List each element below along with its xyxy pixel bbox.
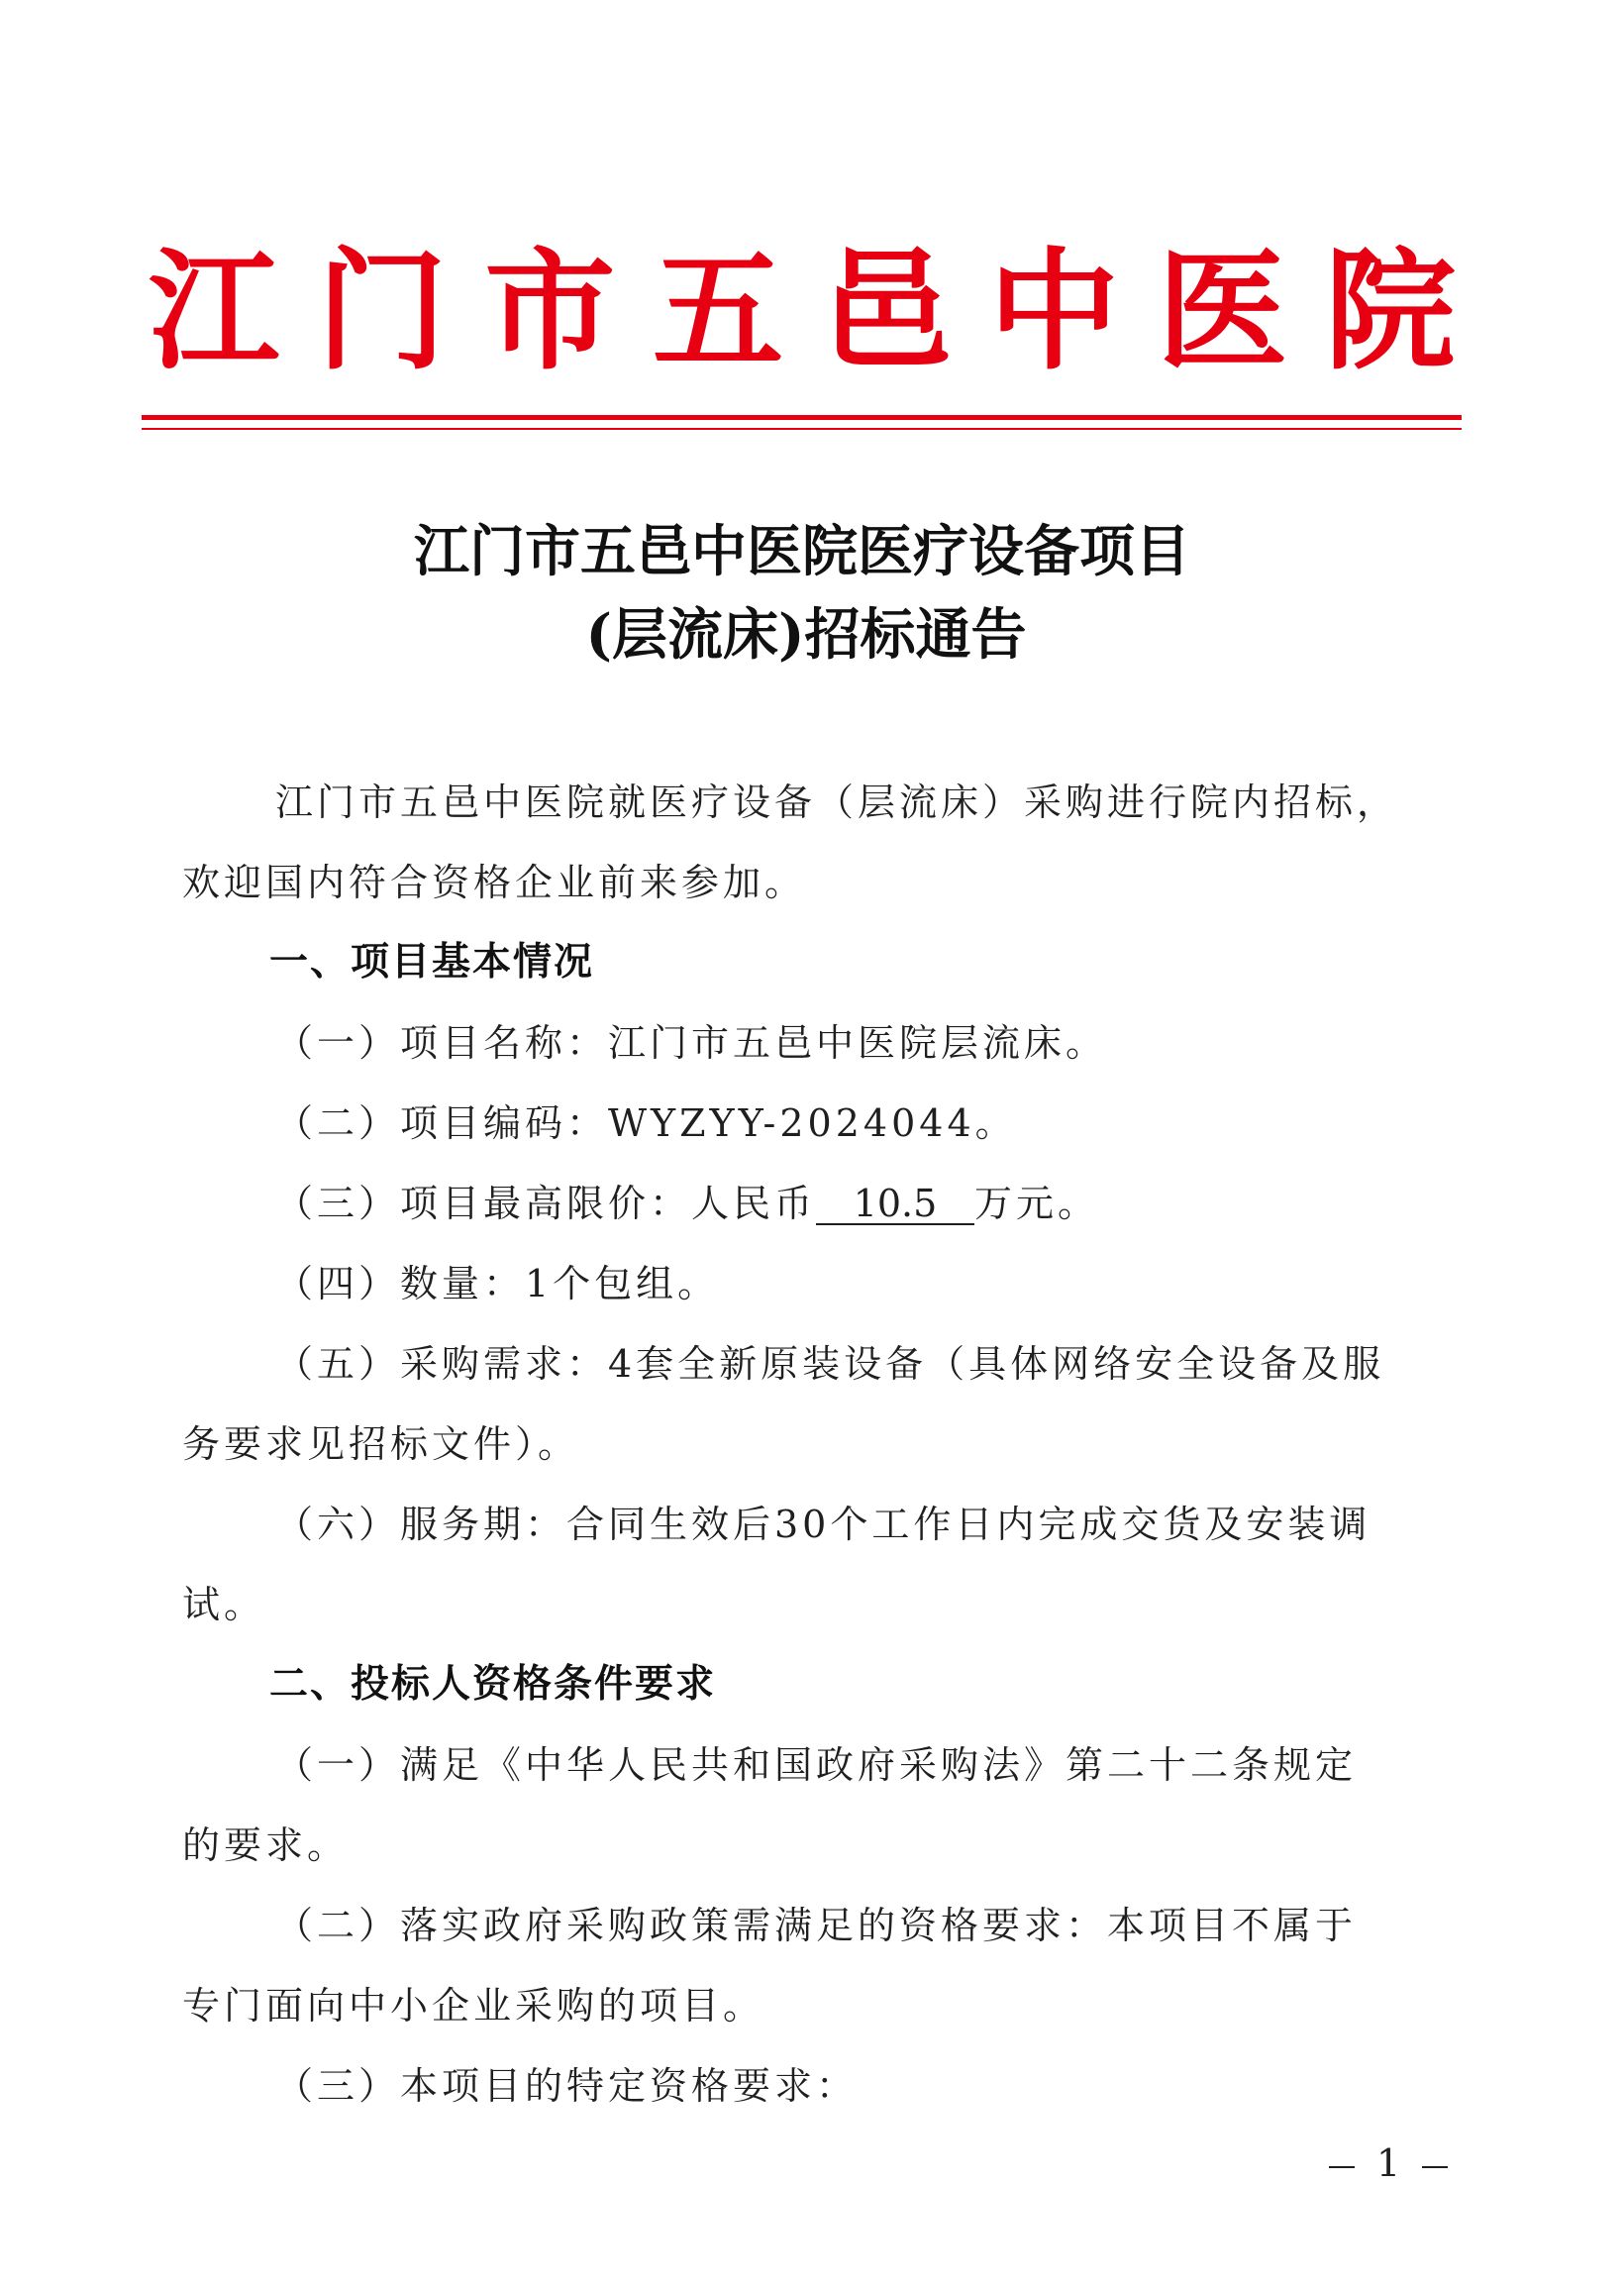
org-char: 医 [1157,236,1288,388]
qualification-2-line-1: （二）落实政府采购政策需满足的资格要求：本项目不属于 [275,1904,1358,1947]
item-service-period-line-2: 试。 [182,1583,266,1626]
org-char: 市 [484,236,616,388]
org-letterhead [149,228,1456,396]
header-rule-thin [142,428,1462,430]
price-limit-unit: 万元。 [974,1182,1100,1225]
page-number-dash-right [1422,2166,1448,2168]
page-number [1307,2139,1470,2187]
document-title-line-1: 江门市五邑中医院医疗设备项目 [414,519,1190,584]
item-requirements-line-2: 务要求见招标文件）。 [182,1422,580,1466]
org-char: 邑 [820,236,952,388]
item-project-code: （二）项目编码：WYZYY-2024044。 [275,1101,1017,1145]
org-char: 门 [316,236,448,388]
org-char: 五 [653,236,784,388]
price-limit-label: （三）项目最高限价：人民币 [275,1182,817,1225]
document-title-line-2: (层流床)招标通告 [585,602,1027,668]
item-quantity: （四）数量：1个包组。 [275,1262,720,1305]
qualification-1-line-2: 的要求。 [182,1823,350,1867]
intro-line-2: 欢迎国内符合资格企业前来参加。 [182,861,807,904]
page-number-value: 1 [1376,2141,1401,2185]
section-heading-2: 二、投标人资格条件要求 [269,1662,717,1707]
item-requirements-line-1: （五）采购需求：4套全新原装设备（具体网络安全设备及服 [275,1342,1385,1386]
price-limit-value: 10.5 [816,1184,974,1225]
item-service-period-line-1: （六）服务期：合同生效后30个工作日内完成交货及安装调 [275,1503,1371,1546]
org-char: 中 [988,236,1120,388]
intro-line-1: 江门市五邑中医院就医疗设备（层流床）采购进行院内招标， [275,780,1399,824]
org-char: 院 [1324,236,1456,388]
section-heading-1: 一、项目基本情况 [269,940,595,985]
item-price-limit [275,1180,1099,1227]
page-number-dash-left [1329,2166,1355,2168]
item-project-name: （一）项目名称：江门市五邑中医院层流床。 [275,1021,1108,1065]
org-char: 江 [149,236,279,388]
header-rule-thick [142,415,1462,420]
qualification-3: （三）本项目的特定资格要求： [275,2064,859,2108]
qualification-2-line-2: 专门面向中小企业采购的项目。 [182,1984,765,2028]
qualification-1-line-1: （一）满足《中华人民共和国政府采购法》第二十二条规定 [275,1743,1358,1787]
